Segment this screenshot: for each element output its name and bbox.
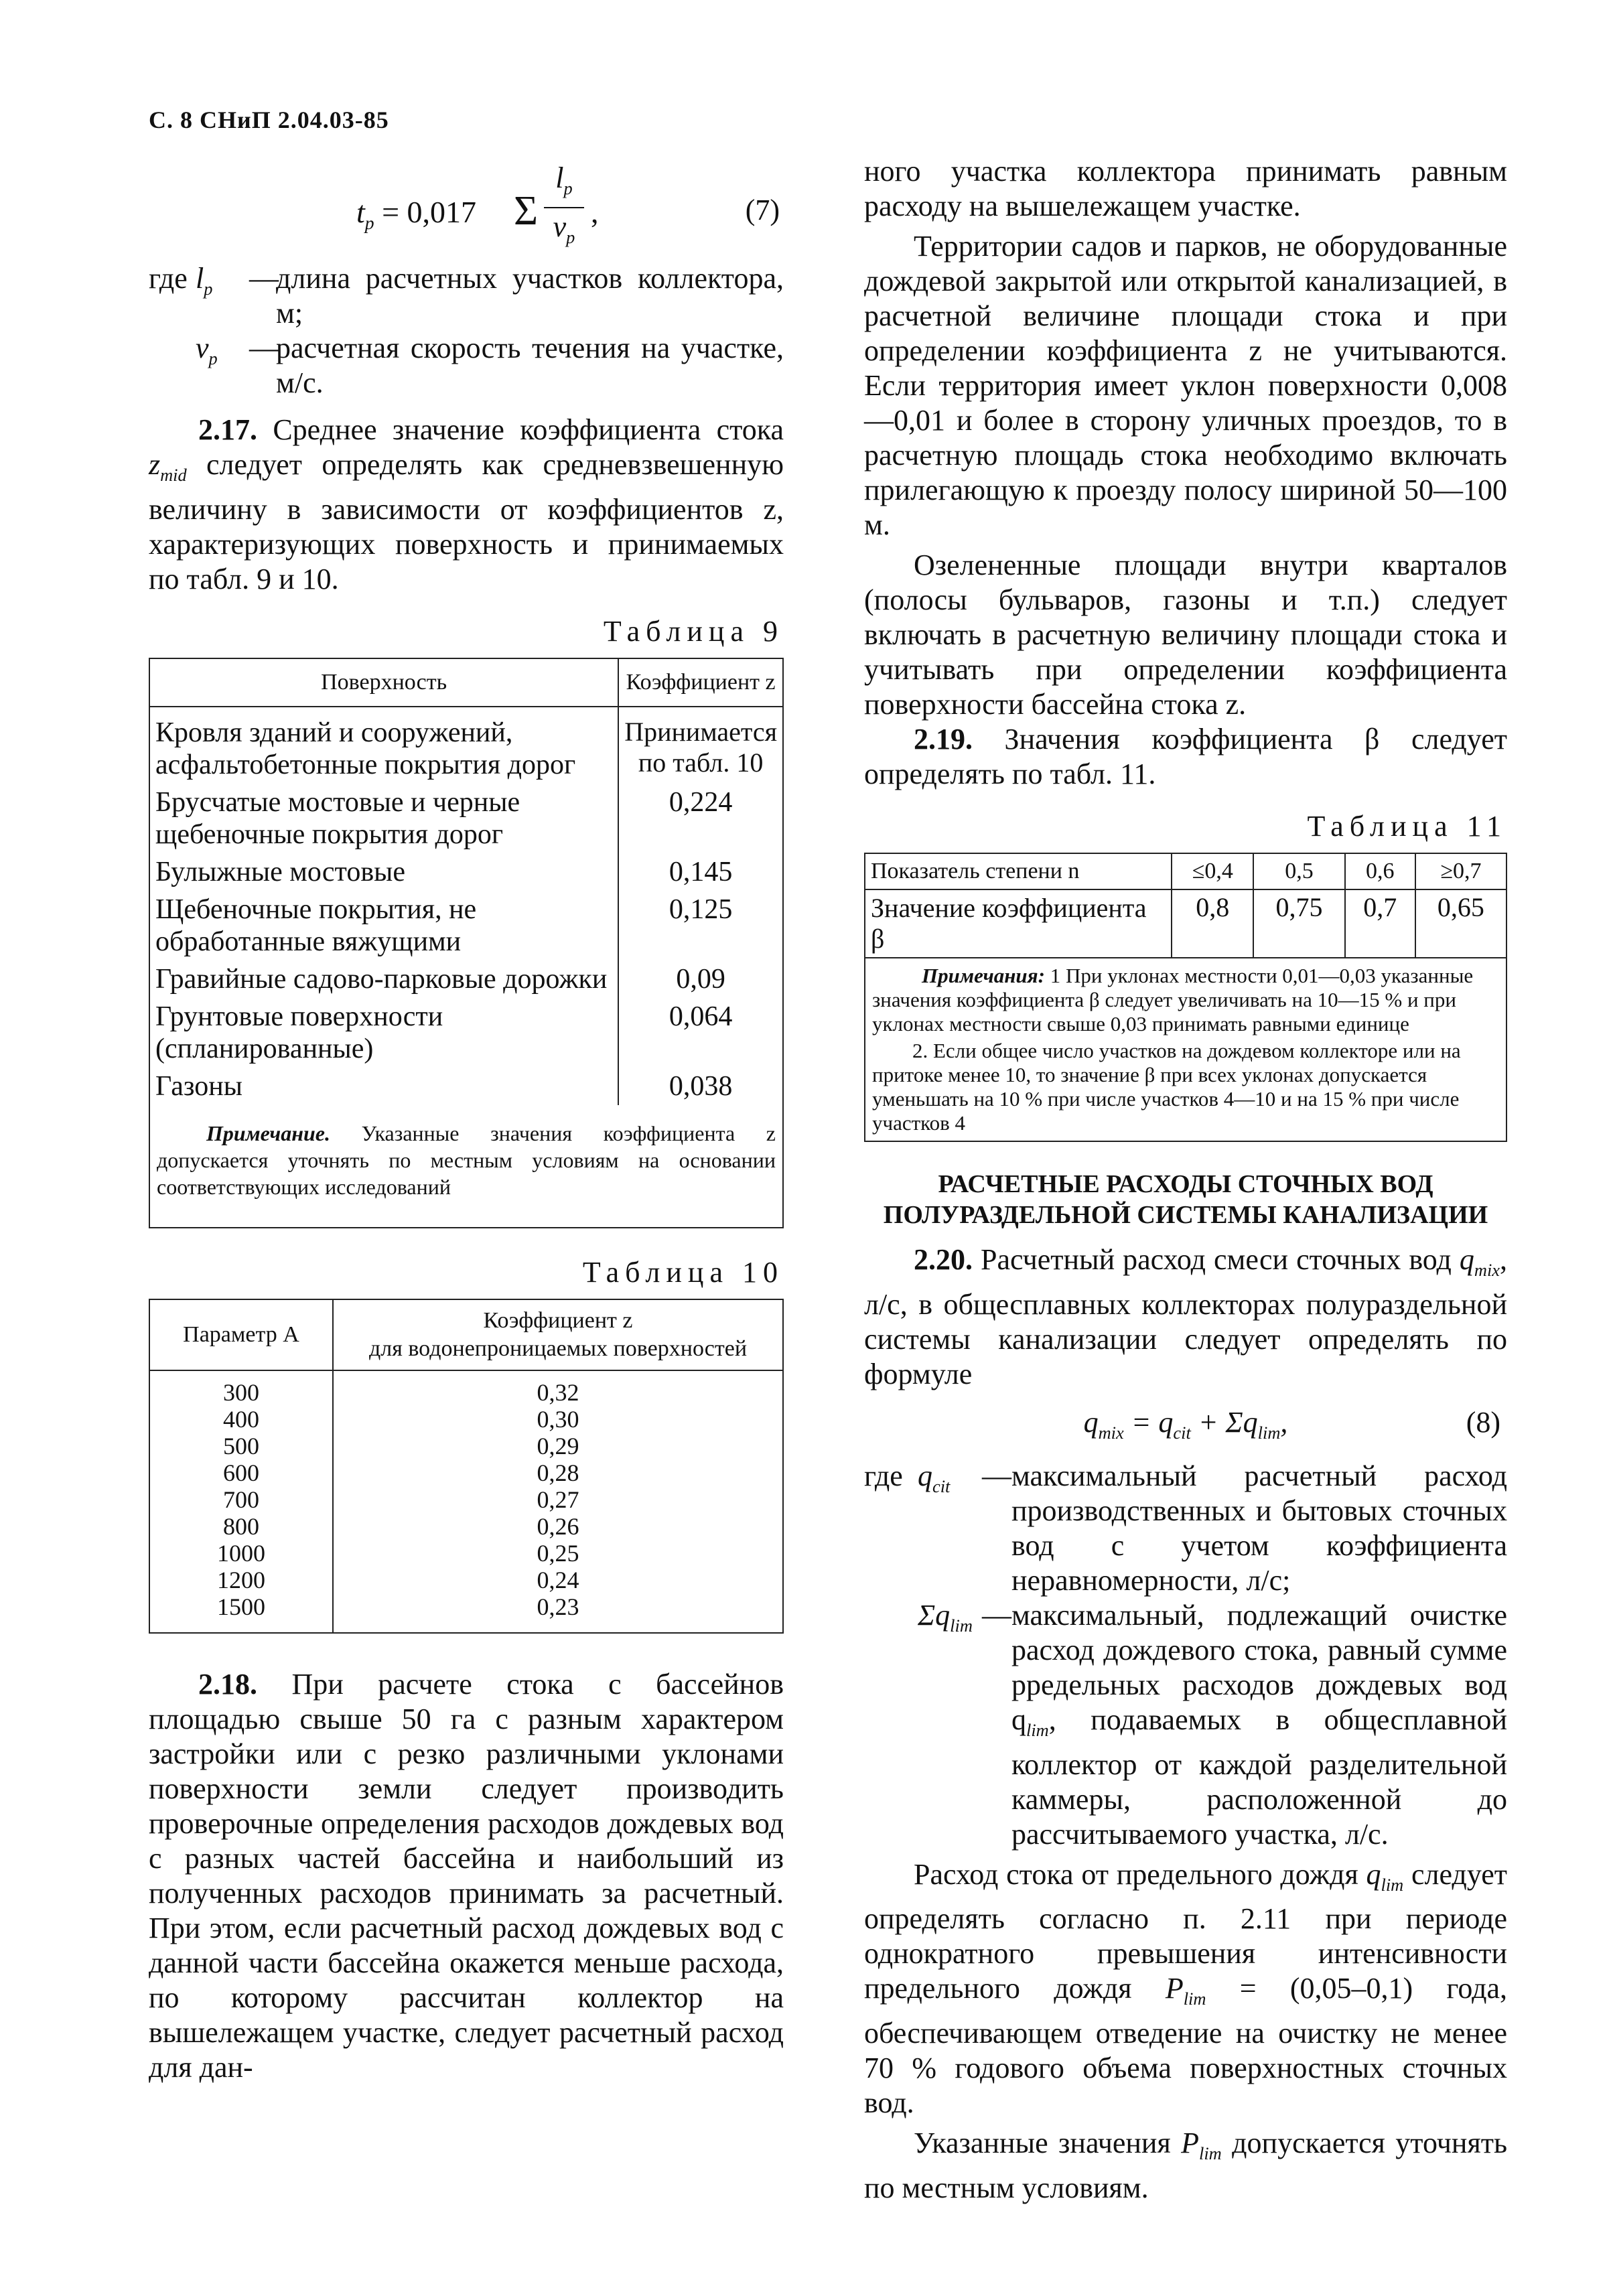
table-10-caption: Таблица 10 <box>582 1255 784 1289</box>
formula-number: (8) <box>1466 1405 1500 1439</box>
table-9 <box>149 658 784 1228</box>
paragraph-2-18: 2.18. При расчете стока с бассейнов площадью свыше 50 га с разным характером застройки или с резко различными уклонами поверхности земли следует производить проверочные определения расходов дождевых вод с разных частей бассейна и наибольший из полученных расходов принимать за расчетный. При этом, если расчетный расход дождевых вод с данной части бассейна окажется меньше расхода, по которому рассчитан коллектор на вышележащем участке, следует расчетный расход для дан- <box>149 1667 784 2084</box>
table-9-header-coef: Коэффициент z <box>618 658 783 707</box>
formula-7: $t_p = 0,017$ Σ $l_p$ $v_p$ , (7) <box>149 154 784 261</box>
table-row: Щебеночные покрытия, не обработанные вяжущими 0,125 <box>149 891 783 960</box>
section-heading: РАСЧЕТНЫЕ РАСХОДЫ СТОЧНЫХ ВОД ПОЛУРАЗДЕЛЬНОЙ СИСТЕМЫ КАНАЛИЗАЦИИ <box>883 1170 1488 1229</box>
table-9-caption: Таблица 9 <box>603 614 784 648</box>
table-row: 500 0,29 <box>149 1433 783 1459</box>
table-row: Грунтовые поверхности (спланированные) 0,064 <box>149 998 783 1068</box>
table-row: 700 0,27 <box>149 1486 783 1513</box>
table-row: 800 0,26 <box>149 1513 783 1540</box>
table-row: 1000 0,25 <box>149 1540 783 1567</box>
table-row: Булыжные мостовые 0,145 <box>149 853 783 891</box>
page-header: С. 8 СНиП 2.04.03-85 <box>149 106 389 133</box>
fraction: $l_p$ $v_p$ <box>544 161 584 255</box>
table-row: Кровля зданий и сооружений, асфальтобетонные покрытия дорог Принимается по табл. 10 <box>149 707 783 784</box>
table-9-note: Примечание. Указанные значения коэффициента z допускается уточнять по местным условиям на основании соответствующих исследований <box>157 1121 776 1199</box>
table-10 <box>149 1299 784 1634</box>
paragraph-2-19: 2.19. Значения коэффициента β следует определять по табл. 11. <box>864 723 1507 790</box>
table-row: Гравийные садово-парковые дорожки 0,09 <box>149 960 783 998</box>
table-11 <box>864 853 1507 1142</box>
paragraph-2-17: 2.17. Среднее значение коэффициента стока $z_{mid}$ следует определять как средневзвешенную величину в зависимости от коэффициентов z, характеризующих поверхность и принимаемых по табл. 9 и 10. <box>149 413 784 595</box>
paragraph-final: Указанные значения $P_{lim}$ допускается уточнять по местным условиям. <box>864 2127 1508 2204</box>
table-row: Значение коэффициента β 0,8 0,75 0,7 0,65 <box>865 889 1506 958</box>
table-row: 1200 0,24 <box>149 1567 783 1593</box>
table-10-header-coef: Коэффициент z для водонепроницаемых поверхностей <box>333 1299 783 1370</box>
paragraph-continued: ного участка коллектора принимать равным расходу на вышележащем участке. <box>864 155 1507 222</box>
table-9-header-surface: Поверхность <box>149 658 618 707</box>
where-list-8: где $q_{cit}$ — максимальный расчетный расход производственных и бытовых сточных вод с учетом коэффициента неравномерности, л/с; $\Sigma q_{lim}$ — максимальный, подлежащий очистке расход дождевого стока, равный сумме pредельных расходов дождевых вод $q_{lim}$, подаваемых в общесплавной коллектор от каждой разделительной каммеры, расположенной до рассчитываемого участка, л/с. <box>864 1459 1507 1851</box>
formula-8: $q_{mix} = q_{cit} + \Sigma q_{lim}$, (8) <box>1083 1405 1500 1443</box>
table-row: 600 0,28 <box>149 1459 783 1486</box>
table-row: Брусчатые мостовые и черные щебеночные покрытия дорог 0,224 <box>149 784 783 853</box>
table-11-notes: Примечания: 1 При уклонах местности 0,01—0,03 указанные значения коэффициента β следует увеличивать на 10—15 % и при уклонах местности свыше 0,03 принимать равными единице 2. Если общее число участков на дождевом коллекторе или на притоке менее 10, то значение β при всех уклонах допускается уменьшать на 10 % при числе участков 4—10 и на 15 % при числе участков 4 <box>865 958 1506 1141</box>
table-row: Газоны 0,038 <box>149 1068 783 1105</box>
where-list-7: где $l_p$ — длина расчетных участков коллектора, м; $v_p$ — расчетная скорость течения на участке, м/с. <box>149 262 784 399</box>
table-10-header-param: Параметр A <box>149 1299 333 1370</box>
table-row: 400 0,30 <box>149 1406 783 1433</box>
formula-number: (7) <box>745 194 780 226</box>
table-row: Показатель степени n ≤0,4 0,5 0,6 ≥0,7 <box>865 853 1506 889</box>
right-column <box>864 154 1507 2206</box>
table-row: 300 0,32 <box>149 1370 783 1406</box>
table-11-caption: Таблица 11 <box>1307 810 1507 843</box>
paragraph-2-20: 2.20. Расчетный расход смеси сточных вод $q_{mix}$, л/с, в общесплавных коллекторах полураздельной системы канализации следует определять по формуле <box>864 1243 1507 1390</box>
paragraph-parks: Территории садов и парков, не оборудованные дождевой закрытой или открытой канализацией, в расчетной величине площади стока и при определении коэффициента z не учитываются. Если территория имеет уклон поверхности 0,008—0,01 и более в сторону уличных проездов, то в расчетную площадь стока необходимо включать прилегающую к проезду полосу шириной 50—100 м. <box>864 230 1507 541</box>
left-column <box>149 154 784 2085</box>
paragraph-green-areas: Озелененные площади внутри кварталов (полосы бульваров, газоны и т.п.) следует включать в расчетную величину площади стока и учитывать при определении коэффициента поверхности бассейна стока z. <box>864 549 1507 721</box>
paragraph-limit-rain: Расход стока от предельного дождя $q_{lim}$ следует определять согласно п. 2.11 при периоде однократного превышения интенсивности предельного дождя $P_{lim} = (0,05-0,1)$ года, обеспечивающем отведение на очистку не менее 70 % годового объема поверхностных сточных вод. <box>864 1857 1507 2120</box>
table-row: 1500 0,23 <box>149 1593 783 1633</box>
